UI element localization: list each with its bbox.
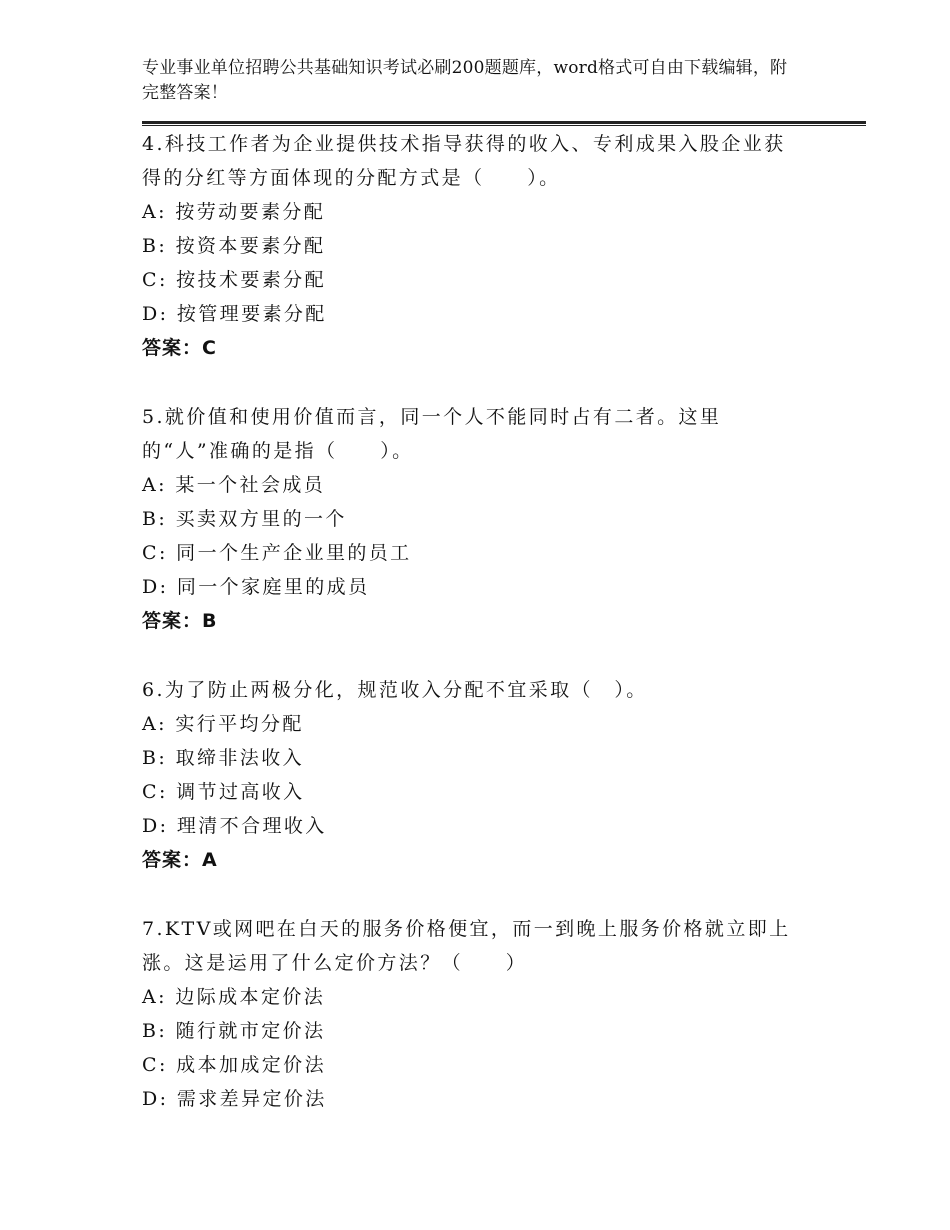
- question-stem-line: 涨。这是运用了什么定价方法？（ ）: [142, 952, 528, 974]
- question-stem-line: 6.为了防止两极分化，规范收入分配不宜采取（ ）。: [142, 679, 648, 701]
- question-stem-line: 4.科技工作者为企业提供技术指导获得的收入、专利成果入股企业获: [142, 133, 786, 155]
- question-stem-line: 得的分红等方面体现的分配方式是（ ）。: [142, 167, 561, 189]
- option-d: D: 按管理要素分配: [142, 303, 327, 325]
- question-5: [142, 400, 842, 638]
- question-stem-line: 7.KTV或网吧在白天的服务价格便宜，而一到晚上服务价格就立即上: [142, 918, 791, 940]
- answer-label: 答案：B: [142, 610, 218, 632]
- option-b: B: 按资本要素分配: [142, 235, 326, 257]
- option-d: D: 需求差异定价法: [142, 1088, 327, 1110]
- question-6: [142, 673, 842, 877]
- question-4: [142, 127, 842, 365]
- header-rule-thick: [142, 121, 866, 124]
- answer-label: 答案：A: [142, 849, 218, 871]
- option-b: B: 取缔非法收入: [142, 747, 305, 769]
- option-a: A: 某一个社会成员: [142, 474, 326, 496]
- option-b: B: 随行就市定价法: [142, 1020, 326, 1042]
- option-b: B: 买卖双方里的一个: [142, 508, 347, 530]
- option-c: C: 成本加成定价法: [142, 1054, 326, 1076]
- document-header: 专业事业单位招聘公共基础知识考试必刷200题题库，word格式可自由下载编辑，附完整答案！: [142, 58, 788, 103]
- option-a: A: 边际成本定价法: [142, 986, 326, 1008]
- option-c: C: 同一个生产企业里的员工: [142, 542, 412, 564]
- question-stem-line: 的“人”准确的是指（ ）。: [142, 440, 414, 462]
- answer-label: 答案：C: [142, 337, 217, 359]
- option-c: C: 调节过高收入: [142, 781, 305, 803]
- question-stem-line: 5.就价值和使用价值而言，同一个人不能同时占有二者。这里: [142, 406, 722, 428]
- option-d: D: 同一个家庭里的成员: [142, 576, 370, 598]
- option-c: C: 按技术要素分配: [142, 269, 326, 291]
- question-7: [142, 912, 842, 1116]
- option-a: A: 按劳动要素分配: [142, 201, 326, 223]
- header-rule-thin: [142, 125, 866, 126]
- option-d: D: 理清不合理收入: [142, 815, 327, 837]
- option-a: A: 实行平均分配: [142, 713, 304, 735]
